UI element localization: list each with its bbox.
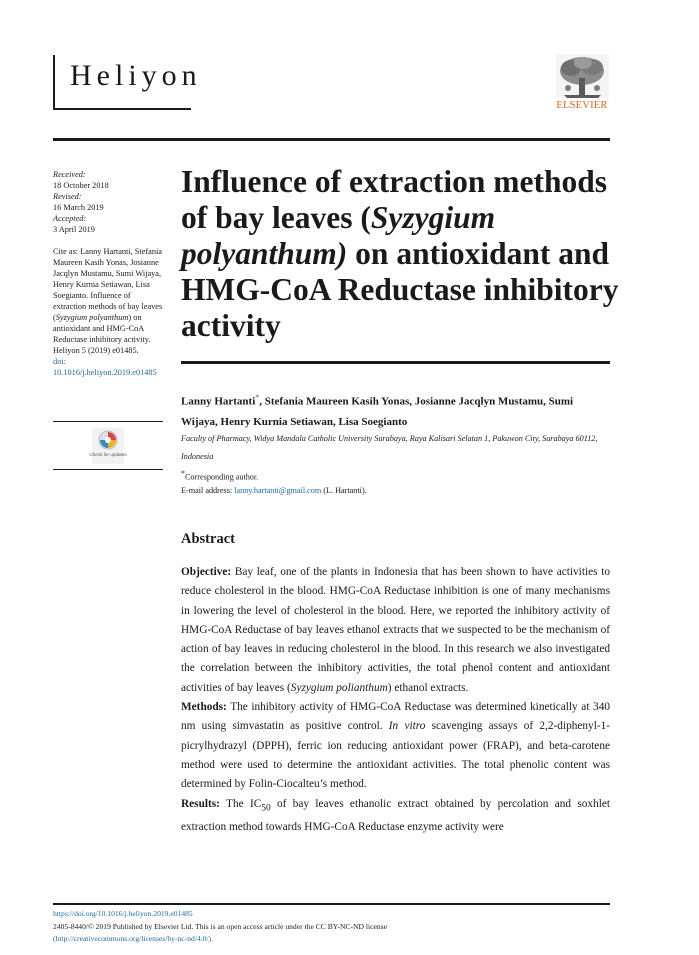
abstract-objective-paragraph [181, 563, 610, 698]
objective-species: Syzygium polianthum [290, 681, 388, 694]
corresponding-note-marker: * [181, 469, 185, 478]
abstract-heading: Abstract [181, 531, 235, 547]
footer-license-link[interactable]: (http://creativecommons.org/licenses/by-nc-nd/4.0/). [53, 934, 213, 943]
citation-doi-link[interactable]: doi: 10.1016/j.heliyon.2019.e01485 [53, 357, 157, 377]
crossmark-caption: Check for updates [89, 452, 127, 457]
title-rule [181, 361, 610, 364]
objective-text: Bay leaf, one of the plants in Indonesia that has been shown to have activities to reduce cholesterol in the blood. HMG-CoA Reductase inhibition is one of many mechanisms in lowering the level of cholesterol in the blood. Here, we reported the inhibitory activity of HMG-CoA Reductase of bay leaves ethanol extracts that we suspected to be the mechanism of action of bay leaves in reducing cholesterol in the blood. In this research we also investigated the correlation between the inhibitory activities, the total phenol content and antioxidant activities of bay leaves ( [181, 566, 610, 694]
objective-text-end: ) ethanol extracts. [387, 681, 469, 694]
abstract-results-paragraph [181, 795, 610, 838]
citation-text-end: ) on antioxidant and HMG-CoA Reductase inhibitory activity. Heliyon 5 (2019) e01485. [53, 313, 151, 355]
sidebar-rule-bottom [53, 469, 163, 470]
received-label: Received: [53, 170, 86, 179]
page-footer [53, 908, 613, 946]
other-authors: , Stefania Maureen Kasih Yonas, Josianne Jacqlyn Mustamu, Sumi Wijaya, Henry Kurnia Setiawan, Lisa Soegianto [181, 395, 574, 428]
results-label: Results: [181, 797, 220, 810]
publisher-name: ELSEVIER [556, 100, 608, 111]
accepted-label: Accepted: [53, 214, 87, 223]
sidebar-rule-top [53, 421, 163, 422]
received-date: 18 October 2018 [53, 181, 109, 190]
abstract-methods-paragraph [181, 698, 610, 794]
corresponding-author-note [181, 469, 258, 482]
corresponding-note-text: Corresponding author. [185, 472, 259, 482]
footer-rule [53, 903, 610, 905]
accepted-date: 3 April 2019 [53, 225, 95, 234]
results-subscript: 50 [261, 802, 271, 813]
results-text: The IC [219, 797, 262, 810]
article-sidebar [53, 169, 165, 378]
author-affiliation: Faculty of Pharmacy, Widya Mandala Catholic University Surabaya, Raya Kalisari Selatan 1, Pakuwon City, Surabaya 60112, Indonesia [181, 434, 598, 461]
title-species: Syzygium polyanthum) [181, 200, 496, 271]
title-text-end: on antioxidant and HMG-CoA Reductase inhibitory activity [181, 236, 619, 343]
citation-text: Cite as: Lanny Hartanti, Stefania Maureen Kasih Yonas, Josianne Jacqlyn Mustamu, Sumi Wijaya, Henry Kurnia Setiawan, Lisa Soegianto. Influence of extraction methods of bay leaves ( [53, 247, 163, 322]
footer-license-line: 2405-8440/© 2019 Published by Elsevier Ltd. This is an open access article under the CC BY-NC-ND license [53, 921, 387, 931]
abstract-body [181, 563, 610, 837]
citation-species: Syzygium polyanthum [55, 313, 129, 322]
author-email-line [181, 486, 367, 495]
article-title [181, 164, 621, 344]
author-email-link[interactable]: lanny.hartanti@gmail.com [234, 486, 322, 495]
first-author: Lanny Hartanti [181, 395, 256, 408]
footer-doi-link[interactable]: https://doi.org/10.1016/j.heliyon.2019.e01485 [53, 909, 193, 918]
objective-label: Objective: [181, 566, 232, 578]
corresponding-author-marker[interactable]: * [255, 393, 260, 402]
title-text: Influence of extraction methods of bay leaves ( [181, 164, 608, 235]
methods-label: Methods: [181, 701, 227, 714]
author-list [181, 388, 601, 432]
results-text-end: of bay leaves ethanolic extract obtained by percolation and soxhlet extraction method towards HMG-CoA Reductase enzyme activity were [181, 797, 610, 834]
crossmark-check-for-updates-icon[interactable] [89, 428, 127, 464]
revised-date: 16 March 2019 [53, 203, 104, 212]
email-label: E-mail address: [181, 486, 235, 495]
methods-invitro: In vitro [388, 720, 426, 733]
revised-label: Revised: [53, 192, 82, 201]
journal-name: Heliyon [70, 59, 202, 92]
methods-text-end: scavenging assays of 2,2-diphenyl-1-picrylhydrazyl (DPPH), ferric ion reducing antioxidant power (FRAP), and beta-carotene method were used to determine the antioxidant activities. The total phenolic content was determined by Folin-Ciocalteu’s method. [181, 720, 611, 791]
methods-text: The inhibitory activity of HMG-CoA Reductase was determined kinetically at 340 nm using simvastatin as positive control. [181, 701, 610, 733]
header-rule [53, 138, 610, 141]
email-suffix: (L. Hartanti). [321, 486, 367, 495]
citation-block [53, 246, 165, 378]
